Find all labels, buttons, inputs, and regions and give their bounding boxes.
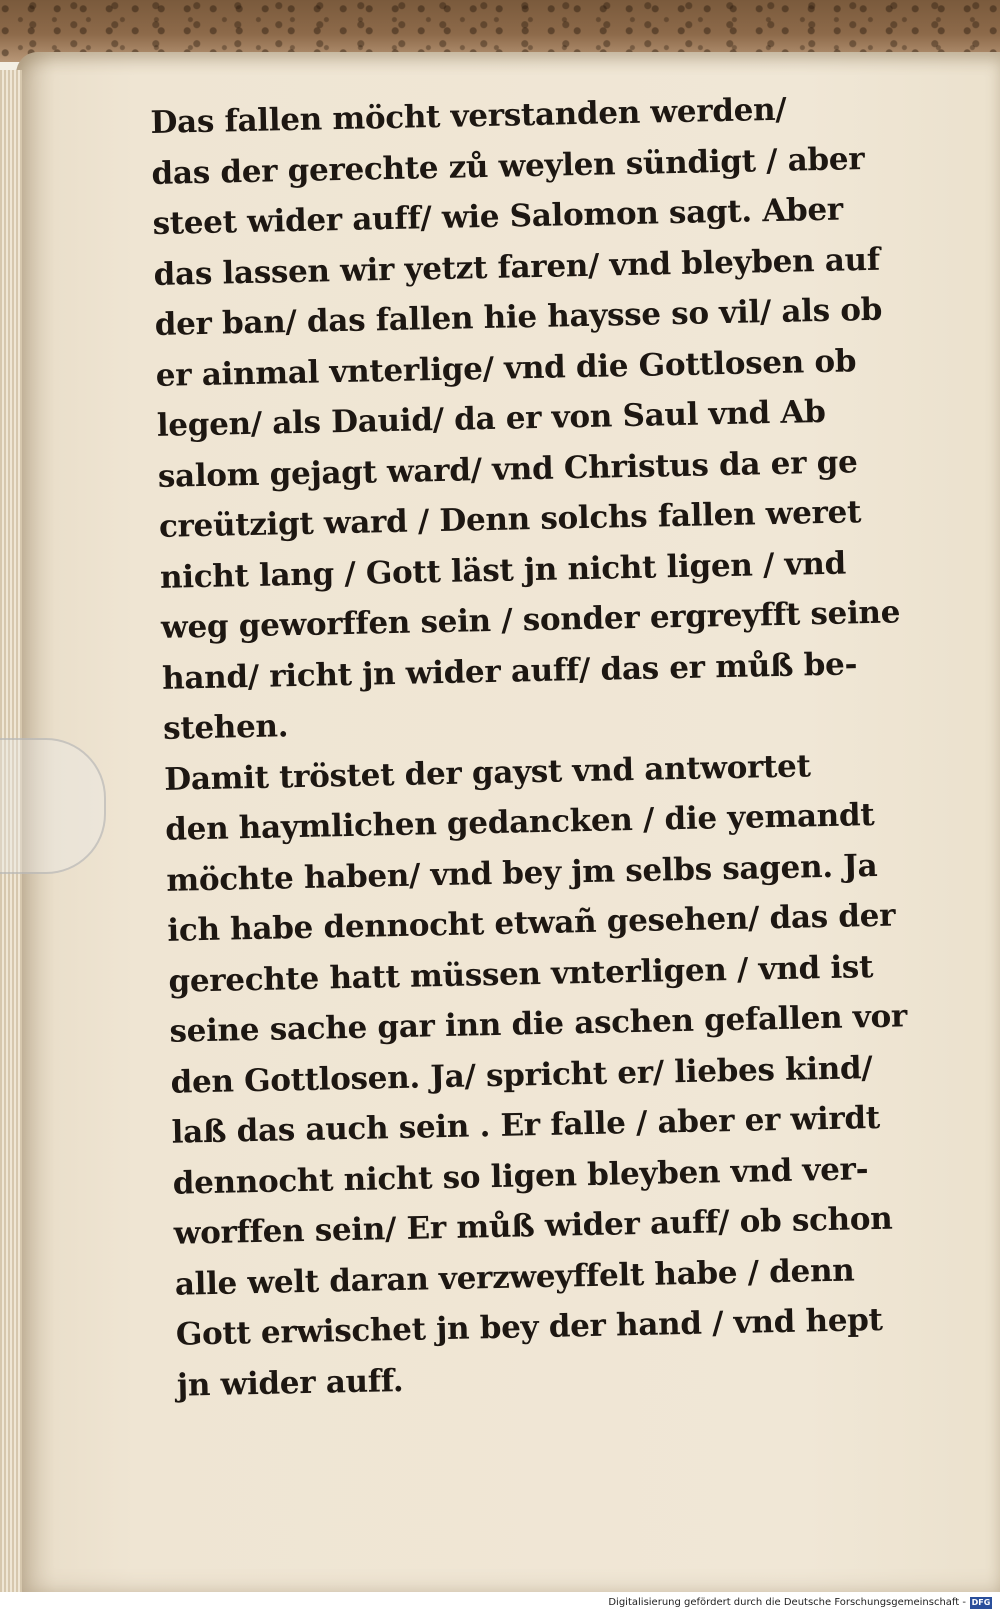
text-line: Das fallen möcht verstanden werden/ xyxy=(150,91,787,141)
text-line: steet wider auff/ wie Salomon sagt. Aber xyxy=(152,191,844,242)
text-line: nicht lang / Gott läst jn nicht ligen / vnd xyxy=(159,545,847,596)
text-line: jn wider auff. xyxy=(176,1362,404,1404)
text-line: den haymlichen gedancken / die yemandt xyxy=(164,796,875,848)
text-line: möchte haben/ vnd bey jm selbs sagen. Ja xyxy=(166,847,878,899)
page-clip xyxy=(0,738,106,874)
text-line: ich habe dennocht etwañ gesehen/ das der xyxy=(167,897,896,949)
text-line: stehen. xyxy=(162,708,289,747)
digitization-footer xyxy=(0,1592,1000,1612)
text-line: weg geworffen sein / sonder ergreyfft seine xyxy=(160,594,901,646)
text-line: seine sache gar inn die aschen gefallen vor xyxy=(169,998,908,1050)
text-line: der ban/ das fallen hie haysse so vil/ als ob xyxy=(154,291,883,343)
text-line: das der gerechte zů weylen sündigt / aber xyxy=(151,140,865,192)
text-line: hand/ richt jn wider auff/ das er můß be- xyxy=(161,645,858,697)
text-line: creützigt ward / Denn solchs fallen weret xyxy=(158,494,862,545)
text-line: laß das auch sein . Er falle / aber er wirdt xyxy=(171,1099,881,1151)
footer-credit: Digitalisierung gefördert durch die Deutsche Forschungsgemeinschaft - xyxy=(608,1597,966,1608)
text-line: Gott erwischet jn bey der hand / vnd hept xyxy=(175,1301,883,1353)
text-line: das lassen wir yetzt faren/ vnd bleyben auf xyxy=(153,241,881,293)
body-text xyxy=(150,81,977,1410)
dfg-logo: DFG xyxy=(971,1598,991,1607)
text-line: dennocht nicht so ligen bleyben vnd ver- xyxy=(172,1150,869,1202)
text-line: gerechte hatt müssen vnterligen / vnd ist xyxy=(168,948,874,1000)
text-line: worffen sein/ Er můß wider auff/ ob schon xyxy=(173,1200,893,1252)
text-line: er ainmal vnterlige/ vnd die Gottlosen ob xyxy=(155,342,857,394)
text-line: salom gejagt ward/ vnd Christus da er ge xyxy=(157,443,858,495)
text-line: Damit tröstet der gayst vnd antwortet xyxy=(163,747,811,798)
text-line: legen/ als Dauid/ da er von Saul vnd Ab xyxy=(156,393,826,444)
text-line: alle welt daran verzweyffelt habe / denn xyxy=(174,1252,855,1303)
text-line: den Gottlosen. Ja/ spricht er/ liebes kind/ xyxy=(170,1049,873,1101)
